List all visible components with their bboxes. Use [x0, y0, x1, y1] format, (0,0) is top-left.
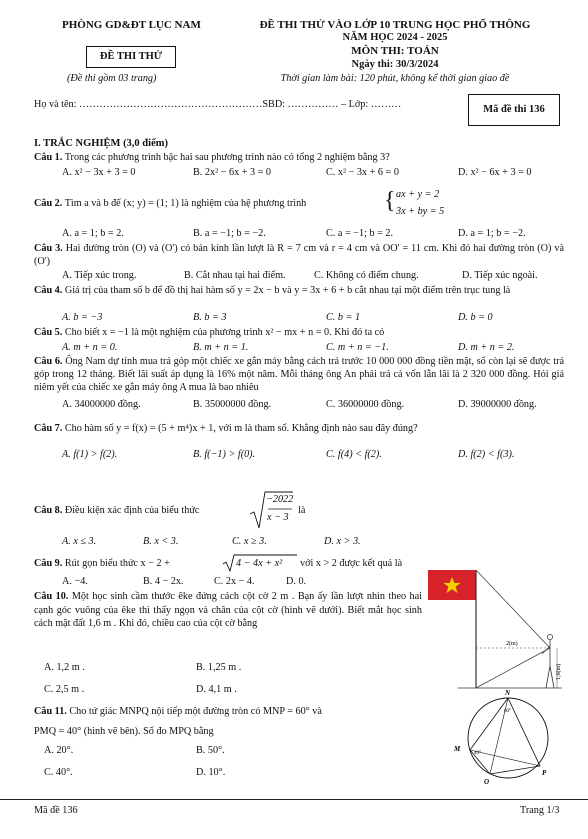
- question-text: Hai đường tròn (O) và (O') có bán kính lần lượt là R = 7 cm và r = 4 cm và OO' = 11 cm. Khi đó hai đường tròn (O) và (O'): [34, 243, 564, 267]
- q6-option-b: B. 35000000 đồng.: [193, 399, 272, 410]
- q9-option-b: B. 4 − 2x.: [143, 576, 184, 587]
- q4-option-c: C. b = 1: [326, 312, 361, 323]
- question-label: Câu 3.: [34, 243, 63, 254]
- q8-option-c: C. x ≥ 3.: [232, 536, 267, 547]
- exam-title: ĐỀ THI THỬ VÀO LỚP 10 TRUNG HỌC PHỔ THÔNG: [259, 19, 531, 31]
- q1-option-d: D. x² − 6x + 3 = 0: [458, 167, 532, 178]
- q10-option-a: A. 1,2 m .: [44, 662, 85, 673]
- question-text: Một học sinh cầm thước êke đứng cách cột cờ 2 m . Bạn ấy lần lượt nhìn theo hai cạnh góc vuông của êke thì thấy ngọn và chân của cột cờ (hình vẽ dưới). Biết mắt học sinh cách mặt đất 1,6 m . Khi đó, chiều cao của cột cờ bằng: [34, 591, 422, 629]
- q7-option-a: A. f(1) > f(2).: [62, 449, 118, 460]
- question-4: [34, 284, 564, 297]
- footer-code: Mã đề 136: [34, 805, 78, 816]
- angle-n-label: 60°: [504, 709, 511, 714]
- point-p: P: [542, 769, 547, 777]
- q8-numerator: −2022: [266, 494, 294, 505]
- q2-option-b: B. a = −1; b = −2.: [193, 228, 266, 239]
- q10-option-c: C. 2,5 m .: [44, 684, 85, 695]
- flagpole-figure: [428, 568, 564, 692]
- question-1: [34, 152, 564, 164]
- q8-denominator: x − 3: [267, 512, 289, 523]
- q8-text-post: là: [298, 505, 306, 516]
- q4-option-d: D. b = 0: [458, 312, 493, 323]
- student-head: [547, 634, 552, 639]
- q11-option-d: D. 10°.: [196, 767, 226, 778]
- footer-page: Trang 1/3: [520, 805, 560, 816]
- q9-radicand: 4 − 4x + x²: [236, 558, 283, 569]
- question-label: Câu 6.: [34, 356, 63, 367]
- question-label: Câu 4.: [34, 285, 63, 296]
- q6-option-d: D. 39000000 đồng.: [458, 399, 537, 410]
- q10-option-b: B. 1,25 m .: [196, 662, 242, 673]
- q5-option-d: D. m + n = 2.: [458, 342, 515, 353]
- question-6: [34, 355, 564, 394]
- q11-option-b: B. 50°.: [196, 745, 225, 756]
- question-11-line1: [34, 706, 434, 718]
- q7-option-c: C. f(4) < f(2).: [326, 449, 382, 460]
- q8-option-d: D. x > 3.: [324, 536, 361, 547]
- q11-option-a: A. 20°.: [44, 745, 74, 756]
- question-label: Câu 5.: [34, 327, 63, 338]
- q7-option-d: D. f(2) < f(3).: [458, 449, 515, 460]
- question-3: [34, 242, 564, 268]
- q3-option-a: A. Tiếp xúc trong.: [62, 270, 137, 281]
- height-label: 1,6(m): [556, 663, 562, 680]
- q2-option-d: D. a = 1; b = −2.: [458, 228, 526, 239]
- question-text: Tìm a và b để (x; y) = (1; 1) là nghiệm của hệ phương trình: [64, 198, 307, 209]
- question-10: [34, 590, 422, 631]
- question-label: Câu 2.: [34, 198, 63, 209]
- question-label: Câu 11.: [34, 706, 67, 717]
- inscribed-quadrilateral-figure: [448, 688, 560, 784]
- q7-option-b: B. f(−1) > f(0).: [193, 449, 256, 460]
- footer-rule: [0, 799, 588, 800]
- question-text: Cho tứ giác MNPQ nội tiếp một đường tròn có MNP = 60° và: [69, 706, 322, 717]
- system-brace: {: [384, 188, 396, 214]
- q9-option-d: D. 0.: [286, 576, 307, 587]
- question-text: Điều kiện xác định của biểu thức: [64, 505, 200, 516]
- angle-m-label: 40°: [474, 751, 481, 756]
- exam-code-box: Mã đề thi 136: [468, 94, 560, 126]
- question-text: Trong các phương trình bậc hai sau phương trình nào có tổng 2 nghiệm bằng 3?: [64, 152, 390, 163]
- q5-option-c: C. m + n = −1.: [326, 342, 389, 353]
- q6-option-c: C. 36000000 đồng.: [326, 399, 405, 410]
- question-text: Cho biết x = −1 là một nghiệm của phương trình x² − mx + n = 0. Khi đó ta có: [64, 327, 385, 338]
- q11-option-c: C. 40°.: [44, 767, 73, 778]
- q1-option-c: C. x² − 3x + 6 = 0: [326, 167, 399, 178]
- q9-text-post: với x > 2 được kết quả là: [300, 558, 403, 569]
- q9-option-c: C. 2x − 4.: [214, 576, 255, 587]
- pages-note: (Đề thi gồm 03 trang): [67, 73, 157, 84]
- question-text: Ông Nam dự tính mua trả góp một chiếc xe gắn máy bằng cách trả trước 10 000 000 đồng tiền mặt, số còn lại sẽ được trả góp trong 12 tháng. Biết lãi suất áp dụng là 16% một năm. Mỗi tháng ông An phải trả cả vốn lẫn lãi là 2 320 000 đồng. Hỏi giá niêm yết của chiếc xe gắn máy ông A mua là bao nhiêu: [34, 356, 565, 393]
- q9-option-a: A. −4.: [62, 576, 88, 587]
- exam-type-box: ĐỀ THI THỬ: [86, 46, 176, 68]
- question-text: Rút gọn biểu thức x − 2 +: [64, 558, 170, 569]
- q3-option-b: B. Cắt nhau tại hai điểm.: [184, 270, 286, 281]
- question-7: [34, 423, 564, 435]
- point-q: Q: [484, 778, 490, 784]
- student-info-line: Họ và tên: ………………………………………………SBD: …………… – Lớp: ………: [34, 99, 402, 110]
- distance-label: 2(m): [506, 641, 518, 647]
- q3-option-d: D. Tiếp xúc ngoài.: [462, 270, 538, 281]
- question-text: Cho hàm số y = f(x) = (5 + m⁴)x + 1, với m là tham số. Khẳng định nào sau đây đúng?: [64, 423, 418, 434]
- q2-option-a: A. a = 1; b = 2.: [62, 228, 124, 239]
- department: PHÒNG GD&ĐT LỤC NAM: [62, 19, 201, 31]
- q6-option-a: A. 34000000 đồng.: [62, 399, 141, 410]
- point-m: M: [454, 745, 461, 753]
- q4-option-b: B. b = 3: [193, 312, 227, 323]
- system-eq1: ax + y = 2: [396, 189, 440, 200]
- q1-option-a: A. x² − 3x + 3 = 0: [62, 167, 136, 178]
- question-11-line2: PMQ = 40° (hình vẽ bên). Số đo MPQ bằng: [34, 726, 214, 737]
- q8-option-a: A. x ≤ 3.: [62, 536, 97, 547]
- question-label: Câu 10.: [34, 591, 69, 602]
- question-2: [34, 198, 564, 210]
- question-label: Câu 8.: [34, 505, 63, 516]
- q8-option-b: B. x < 3.: [143, 536, 179, 547]
- exam-date: Ngày thi: 30/3/2024: [351, 59, 439, 70]
- school-year: NĂM HỌC 2024 - 2025: [342, 32, 448, 43]
- system-eq2: 3x + by = 5: [396, 206, 445, 217]
- question-text: Giá trị của tham số b để đồ thị hai hàm số y = 2x − b và y = 3x + 6 + b cắt nhau tại một điểm trên trục tung là: [64, 285, 511, 296]
- q5-option-b: B. m + n = 1.: [193, 342, 249, 353]
- q3-option-c: C. Không có điểm chung.: [314, 270, 419, 281]
- subject: MÔN THI: TOÁN: [351, 45, 439, 57]
- question-5: [34, 327, 564, 339]
- section-title: I. TRẮC NGHIỆM (3,0 điểm): [34, 138, 168, 149]
- q4-option-a: A. b = −3: [62, 312, 103, 323]
- q5-option-a: A. m + n = 0.: [62, 342, 118, 353]
- q2-option-c: C. a = −1; b = 2.: [326, 228, 394, 239]
- question-label: Câu 7.: [34, 423, 63, 434]
- question-label: Câu 9.: [34, 558, 63, 569]
- question-label: Câu 1.: [34, 152, 63, 163]
- q1-option-b: B. 2x² − 6x + 3 = 0: [193, 167, 272, 178]
- q10-option-d: D. 4,1 m .: [196, 684, 237, 695]
- point-n: N: [505, 689, 511, 697]
- time-note: Thời gian làm bài: 120 phút, không kể thời gian giao đề: [280, 73, 510, 84]
